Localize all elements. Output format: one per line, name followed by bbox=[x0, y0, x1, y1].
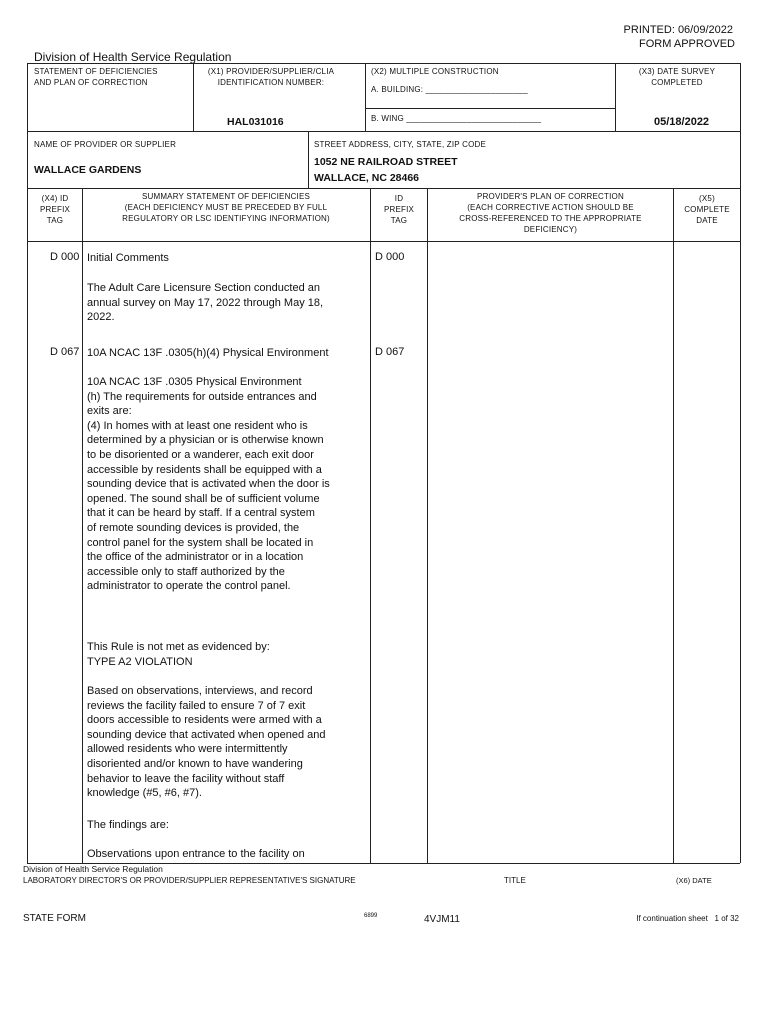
observations-paragraph: Observations upon entrance to the facility on bbox=[87, 848, 305, 860]
statement-label: STATEMENT OF DEFICIENCIES AND PLAN OF CORRECTION bbox=[34, 67, 158, 87]
event-id: 4VJM11 bbox=[424, 914, 460, 925]
tag-d067: D 067 bbox=[50, 346, 80, 358]
summary-header: SUMMARY STATEMENT OF DEFICIENCIES (EACH DEFICIENCY MUST BE PRECEDED BY FULL REGULATORY OR LSC IDENTIFYING INFORMATION) bbox=[122, 192, 330, 223]
x1-label: (X1) PROVIDER/SUPPLIER/CLIA IDENTIFICATION NUMBER: bbox=[207, 67, 335, 87]
x2-building: A. BUILDING: ______________________ bbox=[371, 85, 528, 94]
footer-division: Division of Health Service Regulation bbox=[23, 864, 163, 874]
signature-label: LABORATORY DIRECTOR'S OR PROVIDER/SUPPLIER REPRESENTATIVE'S SIGNATURE bbox=[23, 876, 356, 885]
date-label: (X6) DATE bbox=[676, 876, 712, 885]
address-label: STREET ADDRESS, CITY, STATE, ZIP CODE bbox=[314, 140, 487, 149]
address-line1: 1052 NE RAILROAD STREET bbox=[314, 156, 458, 168]
address-line2: WALLACE, NC 28466 bbox=[314, 172, 420, 184]
rule-text-paragraph: 10A NCAC 13F .0305 Physical Environment (h) The requirements for outside entrances and exits are: (4) In homes with at least one resident who is determined by a physician or is otherwise known to be disoriented or a wanderer, each exit door accessible by residents shall be equipped with a sounding device that is activated when the door is opened. The sound shall be of sufficient volume that it can be heard by staff. If a central system of remote sounding devices is provided, the control panel for the system shall be located in the office of the administrator or in a location accessible only to staff authorized by the administrator to operate the control panel. bbox=[87, 376, 330, 593]
survey-intro-paragraph: The Adult Care Licensure Section conducted an annual survey on May 17, 2022 through May 18, 2022. bbox=[87, 282, 324, 324]
x2-wing: B. WING _____________________________ bbox=[371, 114, 542, 123]
provider-label: NAME OF PROVIDER OR SUPPLIER bbox=[34, 140, 177, 149]
rule-not-met-paragraph: This Rule is not met as evidenced by: TYPE A2 VIOLATION bbox=[87, 641, 270, 668]
entry-title-initial-comments: Initial Comments bbox=[87, 252, 169, 264]
provider-id: HAL031016 bbox=[227, 116, 284, 128]
x4-header: (X4) ID PREFIX TAG bbox=[39, 194, 71, 225]
survey-date: 05/18/2022 bbox=[654, 116, 710, 128]
findings-summary-paragraph: Based on observations, interviews, and record reviews the facility failed to ensure 7 of 7 exit doors accessible to residents were armed with a sounding device that activated when opened and allowed residents who were intermittently disoriented and/or known to have wandering behavior to leave the facility without staff knowledge (#5, #6, #7). bbox=[87, 685, 326, 800]
id-tag-d000: D 000 bbox=[375, 251, 405, 263]
state-form-label: STATE FORM bbox=[23, 913, 86, 924]
id-header: ID PREFIX TAG bbox=[383, 194, 415, 225]
tag-d000: D 000 bbox=[50, 251, 80, 263]
id-tag-d067: D 067 bbox=[375, 346, 405, 358]
continuation-label: If continuation sheet 1 of 32 bbox=[636, 914, 739, 923]
printed-date: PRINTED: 06/09/2022 bbox=[623, 24, 733, 36]
form-number: 6899 bbox=[364, 913, 378, 919]
form-status: FORM APPROVED bbox=[639, 38, 735, 50]
entry-title-physical-environment: 10A NCAC 13F .0305(h)(4) Physical Environment bbox=[87, 347, 329, 359]
title-label: TITLE bbox=[504, 876, 526, 885]
division-title: Division of Health Service Regulation bbox=[34, 50, 232, 64]
plan-header: PROVIDER'S PLAN OF CORRECTION (EACH CORRECTIVE ACTION SHOULD BE CROSS-REFERENCED TO THE APPROPRIATE DEFICIENCY) bbox=[459, 192, 642, 234]
x5-header: (X5) COMPLETE DATE bbox=[684, 194, 730, 225]
x3-label: (X3) DATE SURVEY COMPLETED bbox=[638, 67, 716, 87]
findings-label: The findings are: bbox=[87, 819, 169, 831]
provider-name: WALLACE GARDENS bbox=[34, 164, 142, 176]
x2-label: (X2) MULTIPLE CONSTRUCTION bbox=[371, 67, 499, 76]
